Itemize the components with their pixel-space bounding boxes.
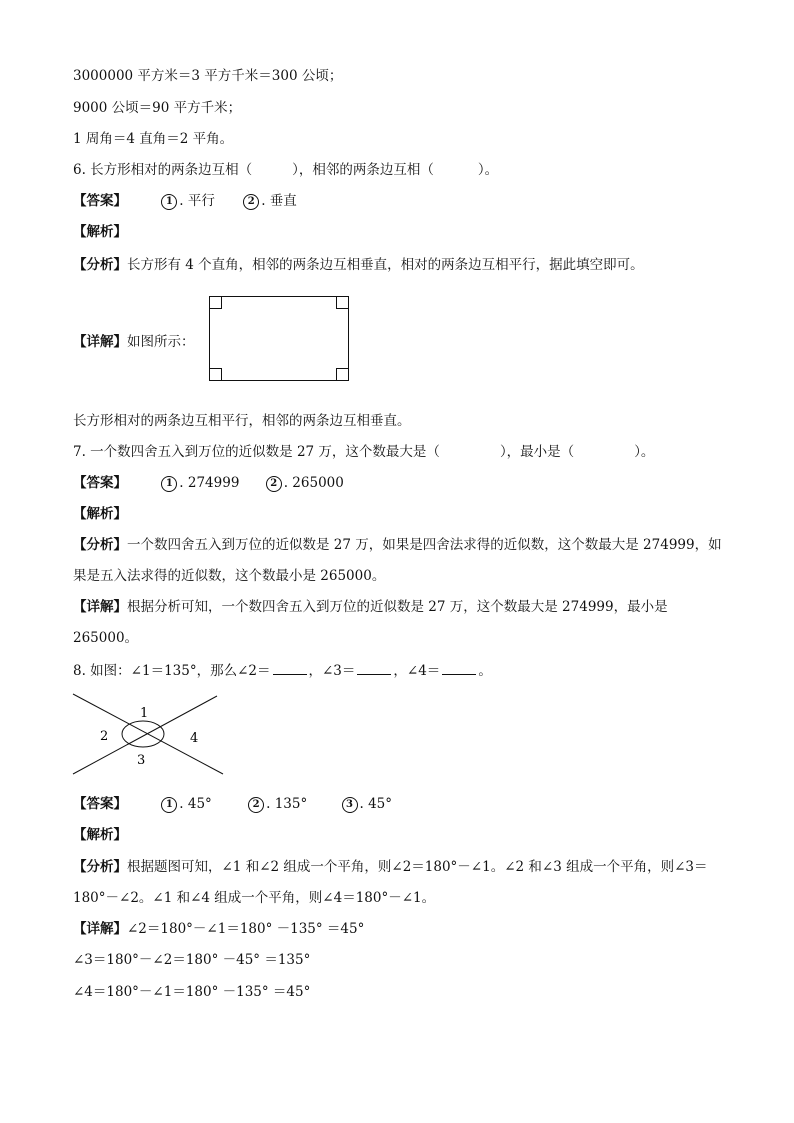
answer-row [73, 794, 392, 814]
analysis-heading: 【解析】 [73, 827, 127, 843]
answer-item: 3 . 45° [342, 794, 393, 814]
question-6: 6. 长方形相对的两条边互相（ ），相邻的两条边互相（ ）。 [73, 162, 499, 178]
answer-tag: 【答案】 [73, 193, 127, 209]
answer-item: 2 . 135° [248, 794, 307, 814]
circle-number-icon: 2 [248, 797, 264, 813]
circle-number-icon: 1 [161, 476, 177, 492]
answer-item: 1 . 平行 [161, 191, 215, 211]
question-8: 8. 如图：∠1＝135°，那么∠2＝ ，∠3＝ ，∠4＝ 。 [73, 663, 492, 679]
answer-item: 2 . 垂直 [243, 191, 297, 211]
angle-label-2: 2 [100, 729, 109, 744]
conclusion-text: 长方形相对的两条边互相平行，相邻的两条边互相垂直。 [73, 413, 411, 429]
answer-tag: 【答案】 [73, 475, 127, 491]
circle-number-icon: 1 [161, 194, 177, 210]
question-7: 7. 一个数四舍五入到万位的近似数是 27 万，这个数最大是（ ），最小是（ ）。 [73, 444, 655, 460]
angle-label-4: 4 [190, 731, 199, 746]
detail-text: 【详解】∠2＝180°－∠1＝180° －135° ＝45° [73, 921, 365, 937]
text-line: 3000000 平方米＝3 平方千米＝300 公顷； [73, 68, 343, 84]
answer-blank [357, 661, 391, 675]
answer-tag: 【答案】 [73, 796, 127, 812]
analysis-heading: 【解析】 [73, 224, 127, 240]
answer-item: 1 . 274999 [161, 473, 239, 493]
analysis-text: 果是五入法求得的近似数，这个数最小是 265000。 [73, 568, 386, 584]
rectangle-figure [205, 292, 355, 384]
answer-row [73, 191, 297, 211]
detail-text: 【详解】根据分析可知，一个数四舍五入到万位的近似数是 27 万，这个数最大是 274999，最小是 [73, 599, 668, 615]
circle-number-icon: 3 [342, 797, 358, 813]
text-line: 1 周角＝4 直角＝2 平角。 [73, 131, 234, 147]
analysis-heading: 【解析】 [73, 506, 127, 522]
answer-blank [442, 661, 476, 675]
circle-number-icon: 1 [161, 797, 177, 813]
angle-label-3: 3 [137, 753, 146, 768]
detail-text: 265000。 [73, 630, 139, 646]
analysis-text: 【分析】根据题图可知，∠1 和∠2 组成一个平角，则∠2＝180°－∠1。∠2 和∠3 组成一个平角，则∠3＝ [73, 859, 708, 875]
answer-item: 1 . 45° [161, 794, 212, 814]
detail-text: 【详解】如图所示： [73, 334, 195, 350]
analysis-text: 【分析】一个数四舍五入到万位的近似数是 27 万，如果是四舍法求得的近似数，这个数最大是 274999，如 [73, 537, 722, 553]
answer-row [73, 473, 344, 493]
angle-figure [70, 690, 230, 780]
answer-item: 2 . 265000 [266, 473, 344, 493]
analysis-text: 【分析】长方形有 4 个直角，相邻的两条边互相垂直，相对的两条边互相平行，据此填空即可。 [73, 257, 644, 273]
text-line: 9000 公顷＝90 平方千米； [73, 100, 242, 116]
circle-number-icon: 2 [243, 194, 259, 210]
analysis-text: 180°－∠2。∠1 和∠4 组成一个平角，则∠4＝180°－∠1。 [73, 890, 436, 906]
circle-number-icon: 2 [266, 476, 282, 492]
detail-text: ∠4＝180°－∠1＝180° －135° ＝45° [73, 984, 311, 1000]
angle-label-1: 1 [140, 706, 149, 721]
answer-blank [273, 661, 307, 675]
detail-text: ∠3＝180°－∠2＝180° －45° ＝135° [73, 952, 311, 968]
